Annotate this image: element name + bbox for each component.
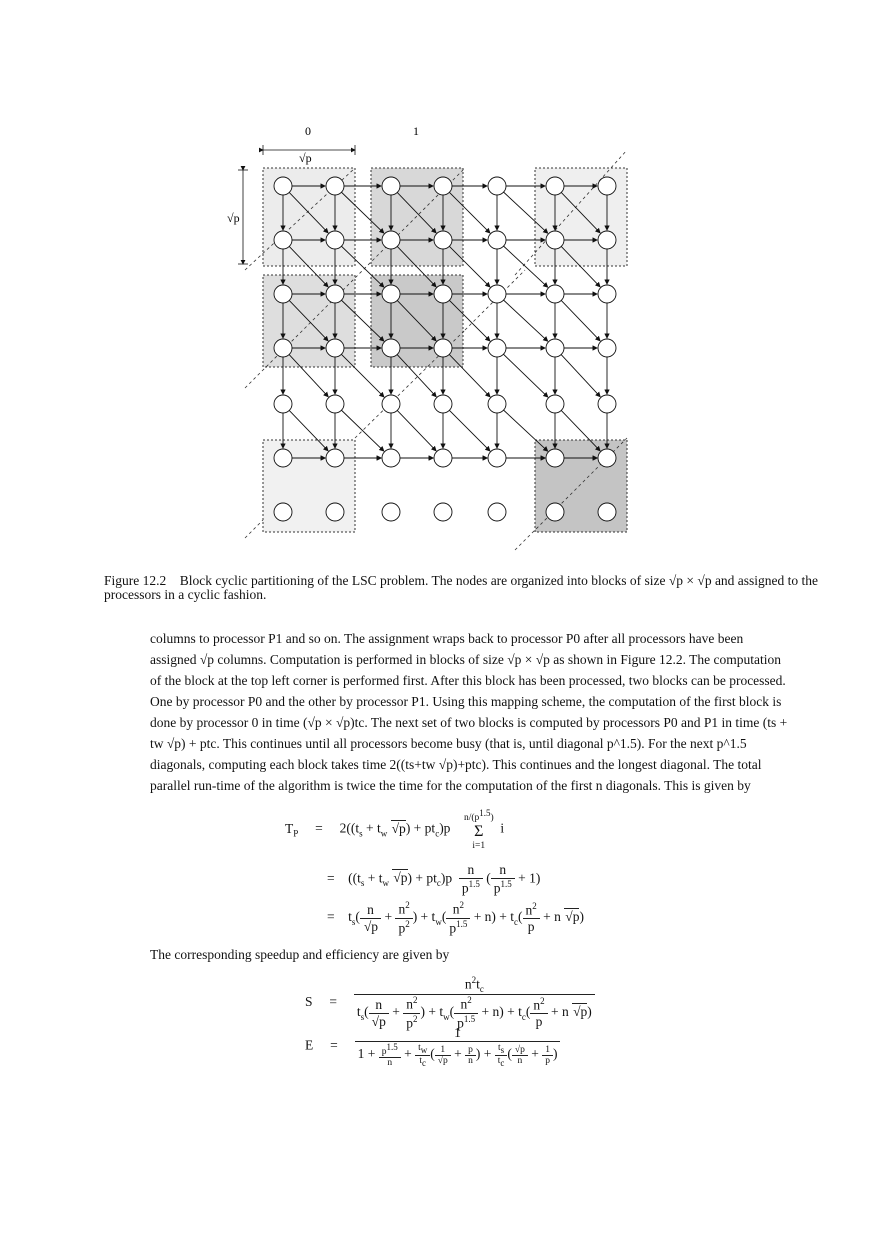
- grid-node: [488, 395, 506, 413]
- caption-text: Block cyclic partitioning of the LSC problem. The nodes are organized into blocks of size √p × √p and assigned to the processors in a cyclic fashion.: [104, 573, 819, 602]
- grid-node: [326, 231, 344, 249]
- grid-node: [382, 395, 400, 413]
- body-paragraph-1: columns to processor P1 and so on. The assignment wraps back to processor P0 after all processors have been assigned √p columns. Computation is performed in blocks of size √p × √p as shown in Figure 12.2. The computation of the block at the top left corner is performed first. After this block has been processed, two blocks can be processed. One by processor P0 and the other by processor P1. Using this mapping scheme, the computation of the first block is done by processor 0 in time (√p × √p)tc. The next set of two blocks is computed by processors P0 and P1 in time (ts + tw √p) + ptc. This continues until all processors become busy (that is, until diagonal p^1.5). For the next p^1.5 diagonals, computing each block takes time 2((ts+tw √p)+ptc). This continues and the longest diagonal. The total parallel run-time of the algorithm is twice the time for the computation of the first n diagonals. This is given by: [150, 631, 788, 793]
- grid-node: [598, 503, 616, 521]
- height-label: √p: [227, 211, 240, 225]
- grid-node: [546, 231, 564, 249]
- block-cyclic-figure: [225, 120, 645, 555]
- grid-node: [326, 449, 344, 467]
- grid-node: [546, 339, 564, 357]
- caption-number: Figure 12.2: [104, 573, 167, 588]
- grid-node: [274, 339, 292, 357]
- edge-arrow: [449, 410, 490, 451]
- grid-node: [274, 395, 292, 413]
- eq-lhs-e: E: [305, 1037, 314, 1053]
- grid-node: [434, 177, 452, 195]
- grid-node: [434, 231, 452, 249]
- grid-node: [274, 449, 292, 467]
- grid-node: [274, 231, 292, 249]
- grid-node: [598, 449, 616, 467]
- grid-node: [434, 285, 452, 303]
- col-label-1: 1: [413, 124, 419, 138]
- grid-node: [546, 177, 564, 195]
- edge-arrow: [561, 355, 600, 397]
- grid-node: [434, 503, 452, 521]
- equation-speedup: S = $n^2t_c$ $t_s$( $\frac{n}{√p}$ + $\frac{n^2}{p^2}$ ) + $t_w$( $\frac{n^2}{p^{1.5}}$ + $n) + t_c$( $\frac{n^2}{p}$ + n √p): [305, 975, 595, 1031]
- eq-lhs-tp: $T_P$: [285, 820, 299, 839]
- eq-lhs-s: S: [305, 994, 313, 1010]
- grid-node: [382, 449, 400, 467]
- edge-arrow: [561, 300, 600, 340]
- grid-node: [274, 285, 292, 303]
- edge-arrow: [503, 354, 547, 397]
- grid-node: [546, 285, 564, 303]
- equation-efficiency: E = 1 1 + $\frac{p^{1.5}}{n}$ + $\frac{t_w}{t_c}$ ( $\frac{1}{√p}$ + $\frac{p}{n}$ ) + $\frac{t_s}{t_c}$ ( $\frac{√p}{n}$ + $\frac{1}{p}$ ): [305, 1025, 560, 1068]
- grid-node: [382, 177, 400, 195]
- grid-node: [488, 231, 506, 249]
- equation-tp-line-1: $T_P$ = $2((t_s + t_w$ $√p) + pt_c)p$ $n/(p^{1.5})$ Σ i=1 i: [285, 808, 505, 852]
- grid-node: [598, 395, 616, 413]
- grid-node: [598, 339, 616, 357]
- grid-node: [546, 395, 564, 413]
- body-paragraph-2: The corresponding speedup and efficiency are given by: [150, 947, 450, 962]
- grid-node: [434, 339, 452, 357]
- figure-diagram: [225, 120, 645, 555]
- grid-node: [488, 177, 506, 195]
- grid-node: [488, 339, 506, 357]
- edge-arrow: [504, 300, 548, 341]
- grid-node: [434, 395, 452, 413]
- grid-node: [488, 503, 506, 521]
- grid-node: [382, 231, 400, 249]
- col-label-0: 0: [305, 124, 311, 138]
- grid-node: [488, 449, 506, 467]
- grid-node: [598, 231, 616, 249]
- grid-node: [488, 285, 506, 303]
- grid-node: [434, 449, 452, 467]
- edge-arrow: [504, 410, 548, 451]
- grid-node: [382, 285, 400, 303]
- grid-node: [326, 503, 344, 521]
- equation-tp-line-3: = $t_s$( $\frac{n}{√p}$ + $\frac{n^2}{p^2}$ ) + $t_w$( $\frac{n^2}{p^{1.5}}$ + $n) + t_c$( $\frac{n^2}{p}$ + n √p): [327, 900, 584, 935]
- edge-arrow: [449, 354, 490, 396]
- grid-node: [546, 449, 564, 467]
- grid-node: [598, 285, 616, 303]
- grid-node: [274, 177, 292, 195]
- grid-node: [326, 177, 344, 195]
- grid-node: [326, 395, 344, 413]
- edge-arrow: [397, 410, 436, 450]
- grid-node: [326, 285, 344, 303]
- grid-node: [382, 339, 400, 357]
- grid-node: [382, 503, 400, 521]
- equation-tp-line-2: = (($t_s + t_w$ $√p) + pt_c)p$ $\frac{n}{p^{1.5}}$ ( $\frac{n}{p^{1.5}}$ + 1): [327, 862, 541, 896]
- width-label: √p: [299, 151, 312, 165]
- grid-node: [274, 503, 292, 521]
- grid-node: [546, 503, 564, 521]
- grid-node: [598, 177, 616, 195]
- figure-caption: [104, 574, 832, 602]
- grid-node: [326, 339, 344, 357]
